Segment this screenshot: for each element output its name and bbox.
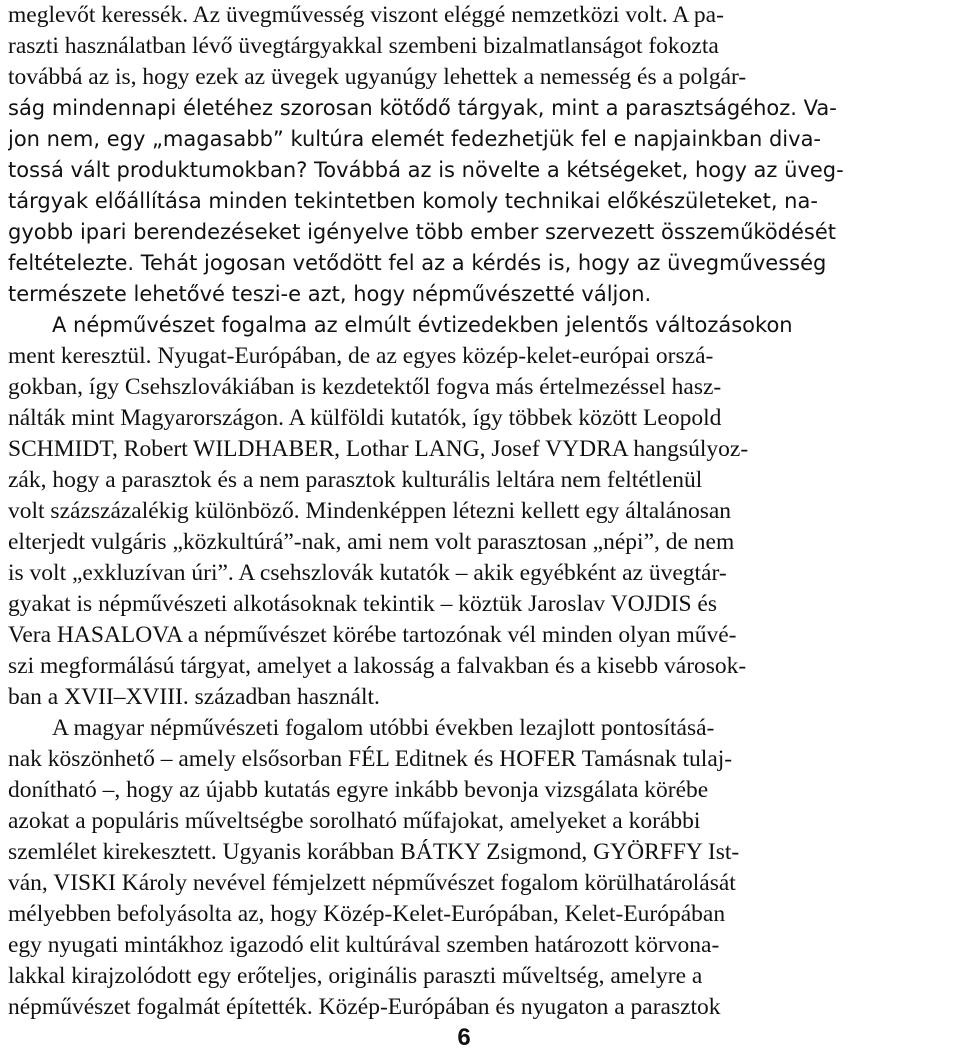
page-number: 6: [457, 1024, 471, 1051]
text-line: továbbá az is, hogy ezek az üvegek ugyanúgy lehettek a nemesség és a polgár-: [8, 64, 747, 90]
text-line: donítható –, hogy az újabb kutatás egyre inkább bevonja vizsgálata körébe: [8, 777, 709, 803]
text-line: szi megformálású tárgyat, amelyet a lakosság a falvakban és a kisebb városok-: [8, 653, 747, 679]
text-line: azokat a populáris műveltségbe sorolható műfajokat, amelyeket a korábbi: [8, 808, 701, 834]
text-line: ment keresztül. Nyugat-Európában, de az egyes közép-kelet-európai orszá-: [8, 343, 714, 369]
text-line: tossá vált produktumokban? Továbbá az is növelte a kétségeket, hogy az üveg-: [8, 158, 844, 182]
text-line: szemlélet kirekesztett. Ugyanis korábban BÁTKY Zsigmond, GYÖRFFY Ist-: [8, 839, 740, 865]
text-line: mélyebben befolyásolta az, hogy Közép-Kelet-Európában, Kelet-Európában: [8, 901, 726, 927]
document-page: [8, 0, 952, 1056]
paragraph-first-line: A magyar népművészeti fogalom utóbbi években lezajlott pontosításá-: [52, 715, 715, 741]
text-line: raszti használatban lévő üvegtárgyakkal szembeni bizalmatlanságot fokozta: [8, 33, 719, 59]
text-line: nak köszönhető – amely elsősorban FÉL Editnek és HOFER Tamásnak tulaj-: [8, 746, 733, 772]
text-line: volt százszázalékig különböző. Mindenképpen létezni kellett egy általánosan: [8, 498, 732, 524]
text-line: természete lehetővé teszi-e azt, hogy népművészetté váljon.: [8, 282, 652, 306]
text-line: egy nyugati mintákhoz igazodó elit kultúrával szemben határozott körvona-: [8, 932, 720, 958]
text-line: elterjedt vulgáris „közkultúrá”-nak, ami nem volt parasztosan „népi”, de nem: [8, 529, 735, 555]
text-line: feltételezte. Tehát jogosan vetődött fel az a kérdés is, hogy az üvegművesség: [8, 251, 827, 275]
text-line: is volt „exkluzívan úri”. A csehszlovák kutatók – akik egyébként az üvegtár-: [8, 560, 727, 586]
text-line: nálták mint Magyarországon. A külföldi kutatók, így többek között Leopold: [8, 405, 722, 431]
text-line: zák, hogy a parasztok és a nem parasztok kulturális leltára nem feltétlenül: [8, 467, 703, 493]
text-line: meglevőt keressék. Az üvegművesség viszont eléggé nemzetközi volt. A pa-: [8, 2, 724, 28]
paragraph-first-line: A népművészet fogalma az elmúlt évtizedekben jelentős változásokon: [52, 313, 793, 337]
text-line: jon nem, egy „magasabb” kultúra elemét fedezhetjük fel e napjainkban diva-: [8, 127, 822, 151]
text-line: Vera HASALOVA a népművészet körébe tartozónak vél minden olyan művé-: [8, 622, 737, 648]
text-line: ság mindennapi életéhez szorosan kötődő tárgyak, mint a parasztságéhoz. Va-: [8, 96, 837, 120]
text-line: gyobb ipari berendezéseket igényelve több ember szervezett összeműködését: [8, 220, 837, 244]
text-line: SCHMIDT, Robert WILDHABER, Lothar LANG, Josef VYDRA hangsúlyoz-: [8, 436, 749, 462]
text-line: ván, VISKI Károly nevével fémjelzett népművészet fogalom körülhatárolását: [8, 870, 736, 896]
text-line: tárgyak előállítása minden tekintetben komoly technikai előkészületeket, na-: [8, 189, 818, 213]
text-line: lakkal kirajzolódott egy erőteljes, originális paraszti műveltség, amelyre a: [8, 963, 703, 989]
text-line: gyakat is népművészeti alkotásoknak tekintik – köztük Jaroslav VOJDIS és: [8, 591, 718, 617]
text-line: gokban, így Csehszlovákiában is kezdetektől fogva más értelmezéssel hasz-: [8, 374, 722, 400]
text-line: ban a XVII–XVIII. században használt.: [8, 684, 380, 710]
text-line: népművészet fogalmát építették. Közép-Európában és nyugaton a parasztok: [8, 994, 721, 1020]
